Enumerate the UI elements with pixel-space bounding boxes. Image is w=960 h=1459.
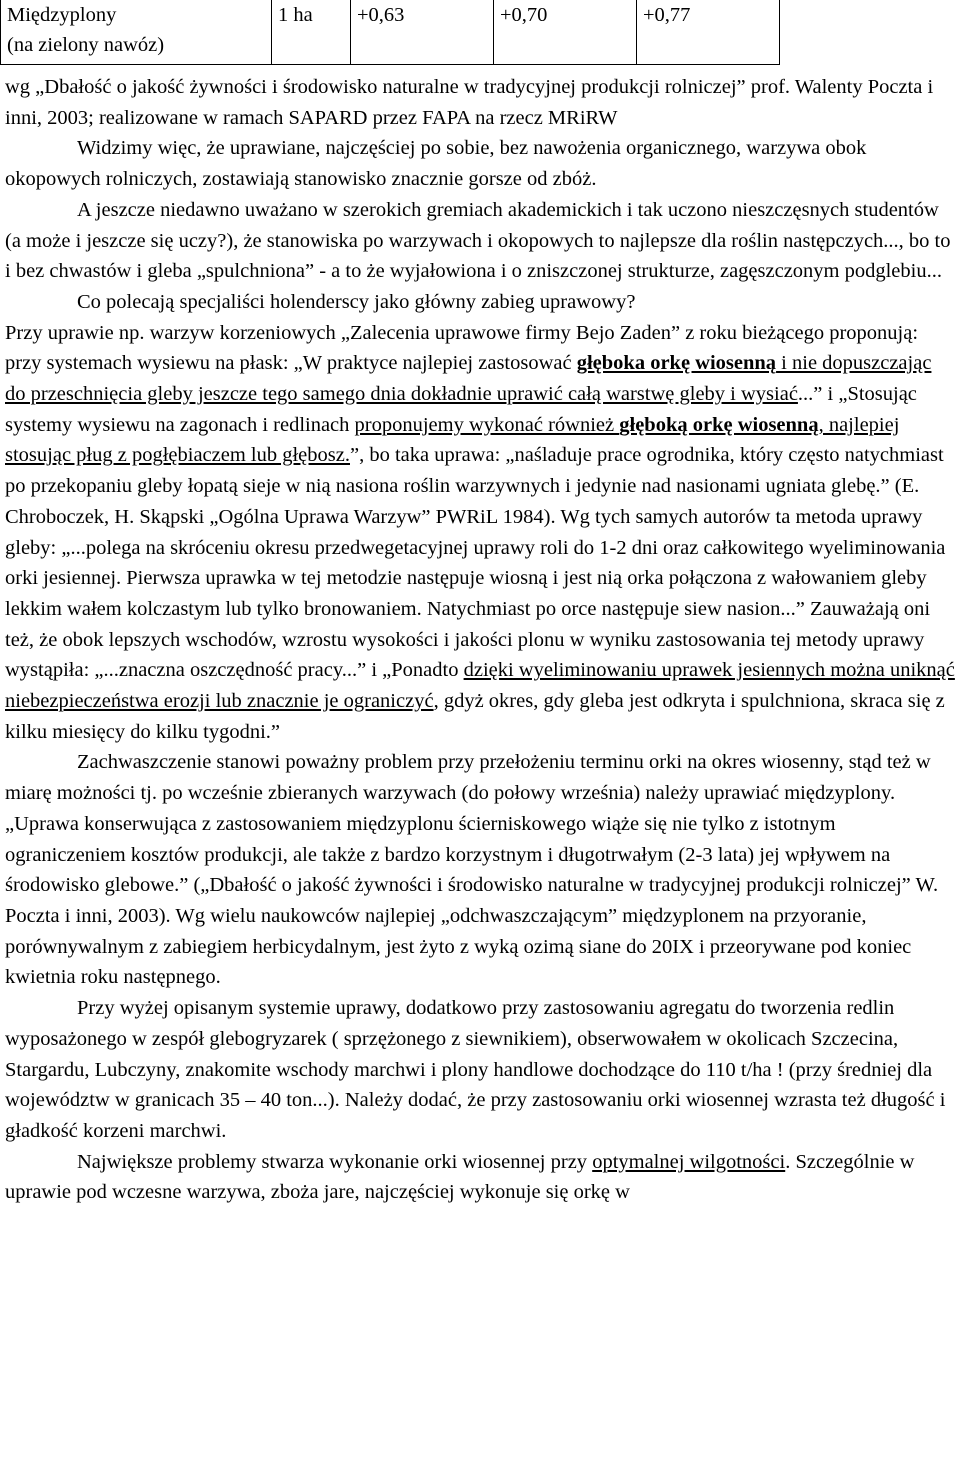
crop-note: (na zielony nawóz) [7,34,165,56]
p4-text-d: ...” i „Stosując systemy wysiewu na zagonach i redlinach [5,383,917,436]
p4-emphasis-2: głęboką orkę wiosenną [619,413,819,436]
p4-underlined-2: proponujemy wykonać również [354,413,620,436]
p7-text-c: . Szczególnie w uprawie pod wczesne warzywa, zboża jare, najczęściej wykonuje się orkę w [5,1150,915,1204]
paragraph-7 [5,1147,955,1208]
paragraph-2: A jeszcze niedawno uważano w szerokich gremiach akademickich i tak uczono nieszczęsnych studentów (a może i jeszcze się uczy?), że stanowiska po warzywach i okopowych to najlepsze dla roślin następczych..., bo to i bez chwastów i gleba „spulchniona” - a to że wyjałowiona i o zniszczonej strukturze, zagęszczonym podglebiu... [5,198,951,283]
table-row [1,0,780,65]
p4-underlined-1: i nie dopuszczając do przeschnięcia gleby jeszcze tego samego dnia dokładnie uprawić całą warstwę gleby i wysiać [5,352,932,406]
p7-text-a: Największe problemy stwarza wykonanie orki wiosennej przy [77,1150,593,1173]
table-cell-value-1: +0,63 [351,0,494,65]
p4-emphasis-1: głęboka orkę wiosenną [576,352,777,375]
source-citation: wg „Dbałość o jakość żywności i środowisko naturalne w tradycyjnej produkcji rolniczej” prof. Walenty Poczta i inni, 2003; realizowane w ramach SAPARD przez FAPA na rzecz MRiRW [5,76,934,129]
paragraph-1: Widzimy więc, że uprawiane, najczęściej po sobie, bez nawożenia organicznego, warzywa obok okopowych rolniczych, zostawiają stanowisko znacznie gorsze od zbóż. [5,137,867,191]
p4-text-j: , gdyż okres, gdy gleba jest odkryta i spulchniona, skraca się z kilku miesięcy do kilku tygodni.” [5,690,945,743]
crop-name: Międzyplony [7,4,117,26]
table-cell-value-2: +0,70 [494,0,637,65]
table-cell-area: 1 ha [272,0,351,65]
paragraph-6: Przy wyżej opisanym systemie uprawy, dodatkowo przy zastosowaniu agregatu do tworzenia redlin wyposażonego w zespół glebogryzarek ( sprzężonego z siewnikiem), obserwowałem w okolicach Szczecina, Stargardu, Lubczyny, znakomite wschody marchwi i plony handlowe dochodzące do 110 t/ha ! (przy średniej dla województw w granicach 35 – 40 ton...). Należy dodać, że przy zastosowaniu orki wiosennej wzrasta też długość i gładkość korzeni marchwi. [5,997,946,1142]
paragraph-3: Co polecają specjaliści holenderscy jako główny zabieg uprawowy? [77,290,636,313]
p7-underlined: optymalnej wilgotności [592,1150,786,1173]
p4-underlined-4: dzięki wyeliminowaniu uprawek jesiennych można uniknąć niebezpieczeństwa erozji lub znacznie je ograniczyć [5,659,955,713]
table-cell-crop [1,0,272,65]
document-body [5,72,955,1208]
p4-underlined-3: , najlepiej stosując pług z pogłębiaczem lub głębosz. [5,413,900,467]
yield-table [0,0,780,65]
paragraph-4 [5,318,955,748]
paragraph-5: Zachwaszczenie stanowi poważny problem przy przełożeniu terminu orki na okres wiosenny, stąd też w miarę możności tj. po wcześnie zbieranych warzywach (do połowy września) należy uprawiać międzyplony. „Uprawa konserwująca z zastosowaniem międzyplonu ścierniskowego wiąże się nie tylko z istotnym ograniczeniem kosztów produkcji, ale także z bardzo korzystnym i długotrwałym (2-3 lata) jej wpływem na środowisko glebowe.” („Dbałość o jakość żywności i środowisko naturalne w tradycyjnej produkcji rolniczej” W. Poczta i inni, 2003). Wg wielu naukowców najlepiej „odchwaszczającym” międzyplonem na przyoranie, porównywalnym z zabiegiem herbicydalnym, jest żyto z wyką ozimą siane do 20IX i przeorywane pod koniec kwietnia roku następnego. [5,751,939,989]
p4-text-a: Przy uprawie np. warzyw korzeniowych „Zalecenia uprawowe firmy Bejo Zaden” z roku bieżącego proponują: przy systemach wysiewu na płask: „W praktyce najlepiej zastosować [5,321,919,375]
table-cell-value-3: +0,77 [637,0,780,65]
p4-text-h: ”, bo taka uprawa: „naśladuje prace ogrodnika, który często natychmiast po przekopaniu gleby łopatą sieje w nią nasiona roślin warzywnych i jedynie nad nasionami ugniata glebę.” (E. Chroboczek, H. Skąpski „Ogólna Uprawa Warzyw” PWRiL 1984). Wg tych samych autorów ta metoda uprawy gleby: „...polega na skróceniu okresu przedwegetacyjnej uprawy roli do 1-2 dni oraz całkowitego wyeliminowania orki jesiennej. Pierwsza uprawka w tej metodzie następuje wiosną i jest nią orka połączona z wałowaniem gleby lekkim wałem kolczastym lub tylko bronowaniem. Natychmiast po orce następuje siew nasion...” Zauważają oni też, że obok lepszych wschodów, wzrostu wysokości i jakości plonu w wyniku zastosowania tej metody uprawy wystąpiła: „...znaczna oszczędność pracy...” i „Ponadto [5,444,946,682]
yield-table-fragment [0,0,780,65]
